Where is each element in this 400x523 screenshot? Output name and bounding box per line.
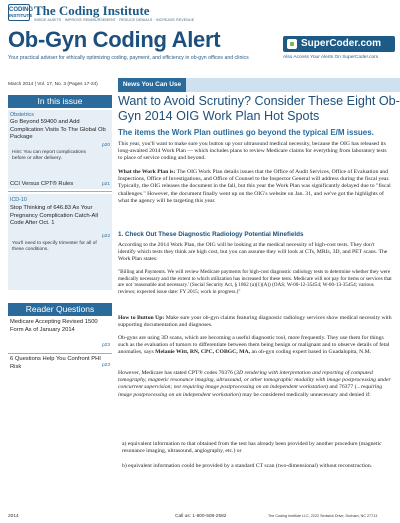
sidebar-article-page[interactable]: p21 [101, 182, 110, 187]
coding-institute-logo: CODING INSTITUTE [8, 4, 30, 21]
sidebar-article-title[interactable]: Go Beyond 59400 and Add Complication Visits To The Global Ob Package [10, 119, 106, 141]
article-paragraph: What the Work Plan is: The OIG Work Plan details issues that the Office of Audit Services, Office of Evaluation and Inspections, Office of Investigations, and Office of Counsel to the Inspector General will address during the fiscal year. Typically, the OIG releases the document in the fall, but this year the Work Plan was significantly delayed due to "fiscal challenges." However, the document finally went up on the OIG's website on Jan. 31, and we've got the highlights of what the agency will be targeting this year. [118, 169, 391, 204]
article-deck: The items the Work Plan outlines go beyond the typical E/M issues. [118, 128, 374, 137]
sidebar-question-title[interactable]: Medicare Accepting Revised 1500 Form As of January 2014 [10, 319, 98, 333]
section-tab: News You Can Use [118, 78, 186, 92]
sidebar-article-page[interactable]: p22 [101, 234, 110, 239]
article-list-item: b) equivalent information could be provided by a standard CT scan (two-dimensional) without reconstruction. [122, 463, 373, 469]
brand-name: The Coding Institute [34, 3, 150, 18]
article-paragraph: Ob-gyns are using 3D scans, which are becoming a useful diagnostic tool, more frequently. They use them for things such as the evaluation of tumors to differentiate between them being benign or malignant and to observe details of fetal anomalies, says Melanie Witt, RN, CPC, COBGC, MA, an ob-gyn coding expert based in Guadalupita, N.M. [118, 335, 390, 356]
publication-title: Ob-Gyn Coding Alert [8, 27, 221, 52]
article-paragraph: This year, you'll want to make sure you button up your ultrasound medical necessity, because the OIG has released its long-awaited 2014 Work Plan — which includes plans to review Medicare claims for everything from laboratory tests to place of service coding and beyond. [118, 141, 387, 162]
page-footer [0, 510, 400, 523]
expert-name: Melanie Witt, RN, CPC, COBGC, MA, [155, 349, 251, 356]
section-heading: 1. Check Out These Diagnostic Radiology Potential Minefields [118, 231, 304, 238]
sidebar-article-hint: Hint: You can report complications before or after delivery. [12, 150, 86, 162]
sidebar-category: Obstetrics [10, 112, 34, 118]
sidebar-article-page[interactable]: p20 [101, 143, 110, 148]
article-list-item: a) equivalent information to that obtained from the test has already been provided by another procedure (magnetic resonance imaging, ultrasound, angiography, etc.) or [122, 441, 382, 455]
reader-questions-heading: Reader Questions [8, 303, 112, 316]
sidebar-question-page[interactable]: p23 [101, 363, 110, 368]
paragraph-lead: How to Button Up: [118, 315, 165, 321]
sidebar-question-page[interactable]: p23 [101, 343, 110, 348]
in-this-issue-heading: In this issue [8, 95, 112, 108]
footer-year: 2014 [8, 514, 19, 519]
publication-subtitle: Your practical adviser for ethically optimizing coding, payment, and efficiency in ob-gyn offices and clinics [8, 55, 249, 61]
article-paragraph: According to the 2014 Work Plan, the OIG will be looking at the medical necessity of high-cost tests. They don't identify which tests they think are high cost, but you can assume they will look at CTs, MRIs, 3D, and PET scans. The Work Plan states: [118, 242, 388, 263]
masthead [0, 0, 400, 78]
article-quote: "Billing and Payments. We will review Medicare payments for high-cost diagnostic radiology tests to determine whether they were medically necessary and the extent to which utilization has increased for these tests. Medicare will not pay for items or services that are not 'reasonable and necessary.' (Social Security Act, § 1862 (a)(1)(A)) (OAS; W-00-12-35454; W-00-13-35454; various reviews; expected issue date: FY 2015; work in progress.)" [118, 269, 392, 296]
supercoder-icon [287, 39, 297, 49]
footer-address: The Coding Institute LLC, 2222 Sedwick Drive, Durham, NC 27713 [268, 514, 378, 518]
sidebar-article-title[interactable]: CCI Versus CPT® Rules [10, 181, 74, 187]
article-headline: Want to Avoid Scrutiny? Consider These Eight Ob-Gyn 2014 OIG Work Plan Hot Spots [118, 94, 400, 123]
sidebar-article-title[interactable]: Stop Thinking of 646.83 As Your Pregnancy Complication Catch-All Code After Oct. 1 [10, 205, 98, 227]
sidebar-question-title[interactable]: 6 Questions Help You Confront PHI Risk [10, 356, 101, 370]
supercoder-logo[interactable]: SuperCoder.com [283, 36, 395, 52]
issue-info: March 2014 | Vol. 17, No. 3 (Pages 17-24) [8, 82, 98, 87]
sidebar-article-hint: You'll need to specify trimester for all of these conditions. [12, 241, 97, 253]
footer-phone: Call us: 1-800-508-2582 [175, 514, 227, 519]
article-paragraph: How to Button Up: Make sure your ob-gyn claims featuring diagnostic radiology services show medical necessity with supporting documentation and diagnoses. [118, 315, 392, 329]
brand-tagline: INSIDE AUDITS · IMPROVE REIMBURSEMENT · REDUCE DENIALS · INCREASE REVENUE [34, 18, 195, 22]
sidebar-category: ICD-10 [10, 197, 27, 203]
article-paragraph: However, Medicare has stated CPT® codes 76376 (3D rendering with interpretation and reporting of computed tomography, magnetic resonance imaging, ultrasound, or other tomographic modality with image postprocessing under concurrent supervision; not requiring image postprocessing on an independent workstation) and 76377 (...requiring image postprocessing on an independent workstation) may be considered medically unnecessary and denied if: [118, 370, 391, 398]
sidebar-divider [8, 353, 112, 354]
paragraph-lead: What the Work Plan is: [118, 169, 176, 175]
sidebar-divider [8, 191, 112, 192]
supercoder-note: Also Access Your Alerts On SuperCoder.com [283, 55, 379, 60]
sidebar [8, 95, 112, 507]
